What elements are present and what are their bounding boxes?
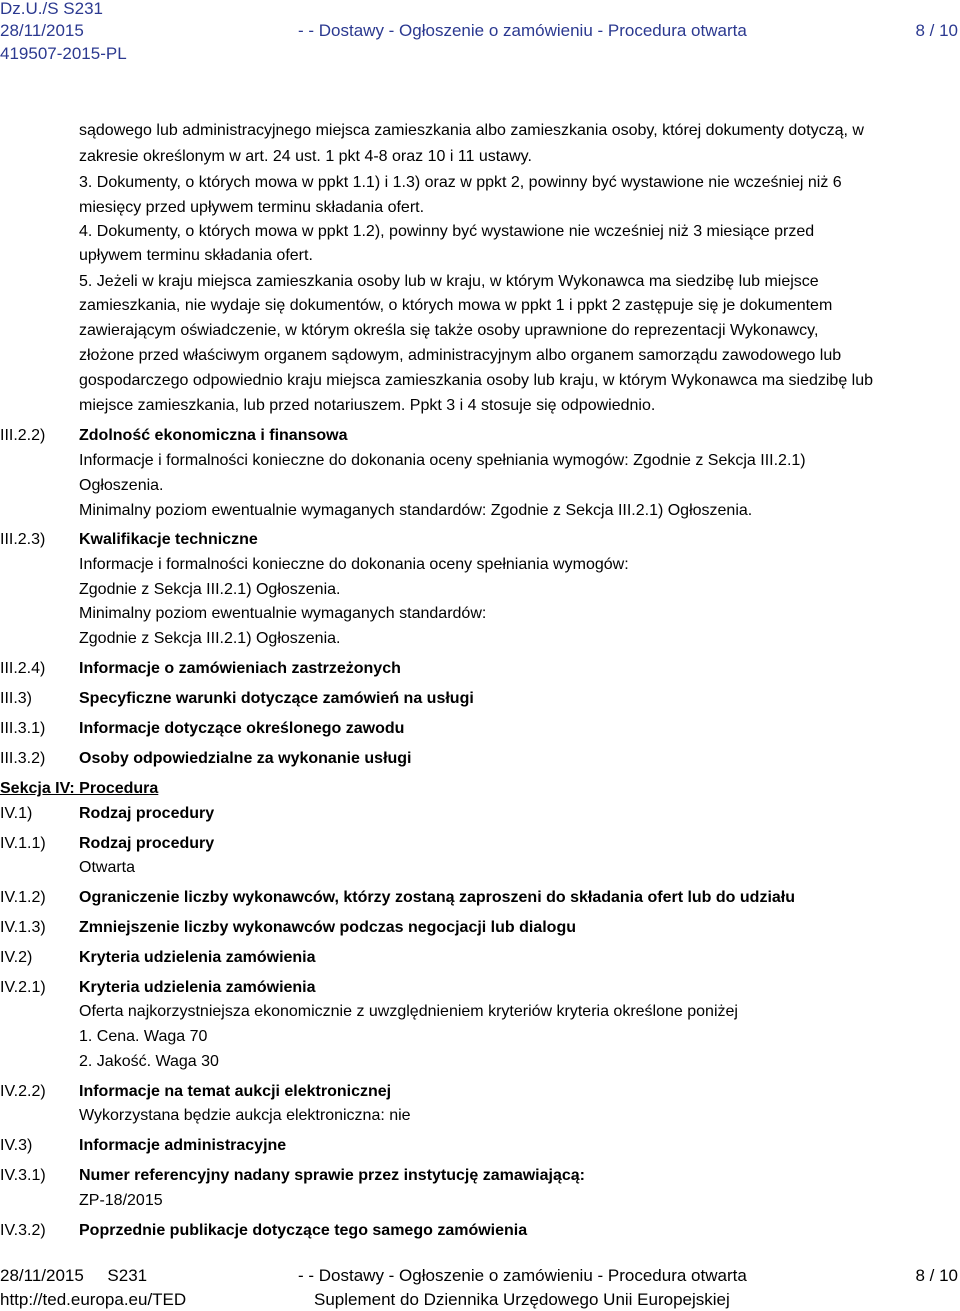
header-journal-id: Dz.U./S S231	[0, 0, 103, 18]
section-title: Zmniejszenie liczby wykonawców podczas negocjacji lub dialogu	[79, 919, 576, 936]
section-value: ZP-18/2015	[79, 1192, 163, 1209]
section-title: Zdolność ekonomiczna i finansowa	[79, 427, 348, 444]
header-notice-type: - - Dostawy - Ogłoszenie o zamówieniu - Procedura otwarta	[298, 21, 747, 40]
text-line: gospodarczego odpowiednio kraju miejsca zamieszkania osoby lub kraju, w którym Wykonawca ma siedzibę lub	[79, 372, 874, 389]
text-line: zamieszkania, nie wydaje się dokumentów, o których mowa w ppkt 1 i ppkt 2 zastępuje się je dokumentem	[79, 297, 833, 314]
text-line: 1. Cena. Waga 70	[79, 1028, 208, 1045]
text-line: Informacje i formalności konieczne do dokonania oceny spełniania wymogów:	[79, 556, 629, 573]
section-value: Otwarta	[79, 859, 136, 876]
section-code: IV.3)	[0, 1137, 33, 1154]
section-code: IV.1)	[0, 805, 33, 822]
text-line: Zgodnie z Sekcja III.2.1) Ogłoszenia.	[79, 630, 341, 647]
section-value: Wykorzystana będzie aukcja elektroniczna: nie	[79, 1107, 411, 1124]
section-code: IV.2.2)	[0, 1083, 46, 1100]
text-line: sądowego lub administracyjnego miejsca zamieszkania albo zamieszkania osoby, której dokumenty dotyczą, w	[79, 122, 864, 139]
section-code: IV.3.1)	[0, 1167, 46, 1184]
section-code: III.3.1)	[0, 720, 46, 737]
text-line: Zgodnie z Sekcja III.2.1) Ogłoszenia.	[79, 581, 341, 598]
text-line: Informacje i formalności konieczne do dokonania oceny spełniania wymogów: Zgodnie z Sekcja III.2.1)	[79, 452, 806, 469]
section-heading: Sekcja IV: Procedura	[0, 780, 159, 797]
section-code: III.2.2)	[0, 427, 46, 444]
section-title: Informacje administracyjne	[79, 1137, 287, 1154]
section-title: Osoby odpowiedzialne za wykonanie usługi	[79, 750, 412, 767]
section-title: Poprzednie publikacje dotyczące tego samego zamówienia	[79, 1222, 528, 1239]
section-code: III.2.4)	[0, 660, 46, 677]
text-line: Oferta najkorzystniejsza ekonomicznie z uwzględnieniem kryteriów kryteria określone poniżej	[79, 1003, 738, 1020]
section-code: III.2.3)	[0, 531, 46, 548]
section-title: Kwalifikacje techniczne	[79, 531, 258, 548]
text-line: 4. Dokumenty, o których mowa w ppkt 1.2), powinny być wystawione nie wcześniej niż 3 miesiące przed	[79, 223, 815, 240]
section-code: IV.1.2)	[0, 889, 46, 906]
section-code: IV.3.2)	[0, 1222, 46, 1239]
footer-date-code: 28/11/2015 S231	[0, 1266, 148, 1285]
text-line: miejsce zamieszkania, lub przed notariuszem. Ppkt 3 i 4 stosuje się odpowiednio.	[79, 397, 656, 414]
section-code: IV.1.1)	[0, 835, 46, 852]
footer-url-link[interactable]: http://ted.europa.eu/TED	[0, 1290, 187, 1309]
text-line: Minimalny poziom ewentualnie wymaganych standardów:	[79, 605, 487, 622]
text-line: zawierającym oświadczenie, w którym określa się także osoby uprawnione do reprezentacji Wykonawcy,	[79, 322, 819, 339]
section-title: Rodzaj procedury	[79, 835, 215, 852]
text-line: 5. Jeżeli w kraju miejsca zamieszkania osoby lub w kraju, w którym Wykonawca ma siedzibę lub miejsce	[79, 273, 819, 290]
header-date: 28/11/2015	[0, 21, 84, 40]
text-line: zakresie określonym w art. 24 ust. 1 pkt 4-8 oraz 10 i 11 ustawy.	[79, 148, 532, 165]
text-line: 2. Jakość. Waga 30	[79, 1053, 219, 1070]
footer-notice-type: - - Dostawy - Ogłoszenie o zamówieniu - Procedura otwarta	[298, 1266, 747, 1285]
footer-supplement: Suplement do Dziennika Urzędowego Unii Europejskiej	[314, 1290, 730, 1309]
section-code: III.3.2)	[0, 750, 46, 767]
section-title: Informacje dotyczące określonego zawodu	[79, 720, 405, 737]
section-title: Ograniczenie liczby wykonawców, którzy zostaną zaproszeni do składania ofert lub do udziału	[79, 889, 795, 906]
header-notice-number: 419507-2015-PL	[0, 44, 127, 63]
section-code: IV.2)	[0, 949, 33, 966]
text-line: 3. Dokumenty, o których mowa w ppkt 1.1) i 1.3) oraz w ppkt 2, powinny być wystawione nie wcześniej niż 6	[79, 174, 842, 191]
section-title: Informacje na temat aukcji elektronicznej	[79, 1083, 392, 1100]
section-title: Kryteria udzielenia zamówienia	[79, 949, 316, 966]
section-code: IV.1.3)	[0, 919, 46, 936]
text-line: Minimalny poziom ewentualnie wymaganych standardów: Zgodnie z Sekcja III.2.1) Ogłoszenia.	[79, 502, 753, 519]
text-line: upływem terminu składania ofert.	[79, 247, 313, 264]
header-page-number: 8 / 10	[915, 21, 958, 40]
text-line: miesięcy przed upływem terminu składania ofert.	[79, 199, 425, 216]
text-line: Ogłoszenia.	[79, 477, 164, 494]
section-code: IV.2.1)	[0, 979, 46, 996]
section-title: Rodzaj procedury	[79, 805, 215, 822]
section-title: Kryteria udzielenia zamówienia	[79, 979, 316, 996]
section-title: Numer referencyjny nadany sprawie przez instytucję zamawiającą:	[79, 1167, 585, 1184]
text-line: złożone przed właściwym organem sądowym, administracyjnym albo organem samorządu zawodowego lub	[79, 347, 842, 364]
section-code: III.3)	[0, 690, 33, 707]
section-title: Informacje o zamówieniach zastrzeżonych	[79, 660, 401, 677]
section-title: Specyficzne warunki dotyczące zamówień na usługi	[79, 690, 474, 707]
footer-page-number: 8 / 10	[915, 1266, 958, 1285]
